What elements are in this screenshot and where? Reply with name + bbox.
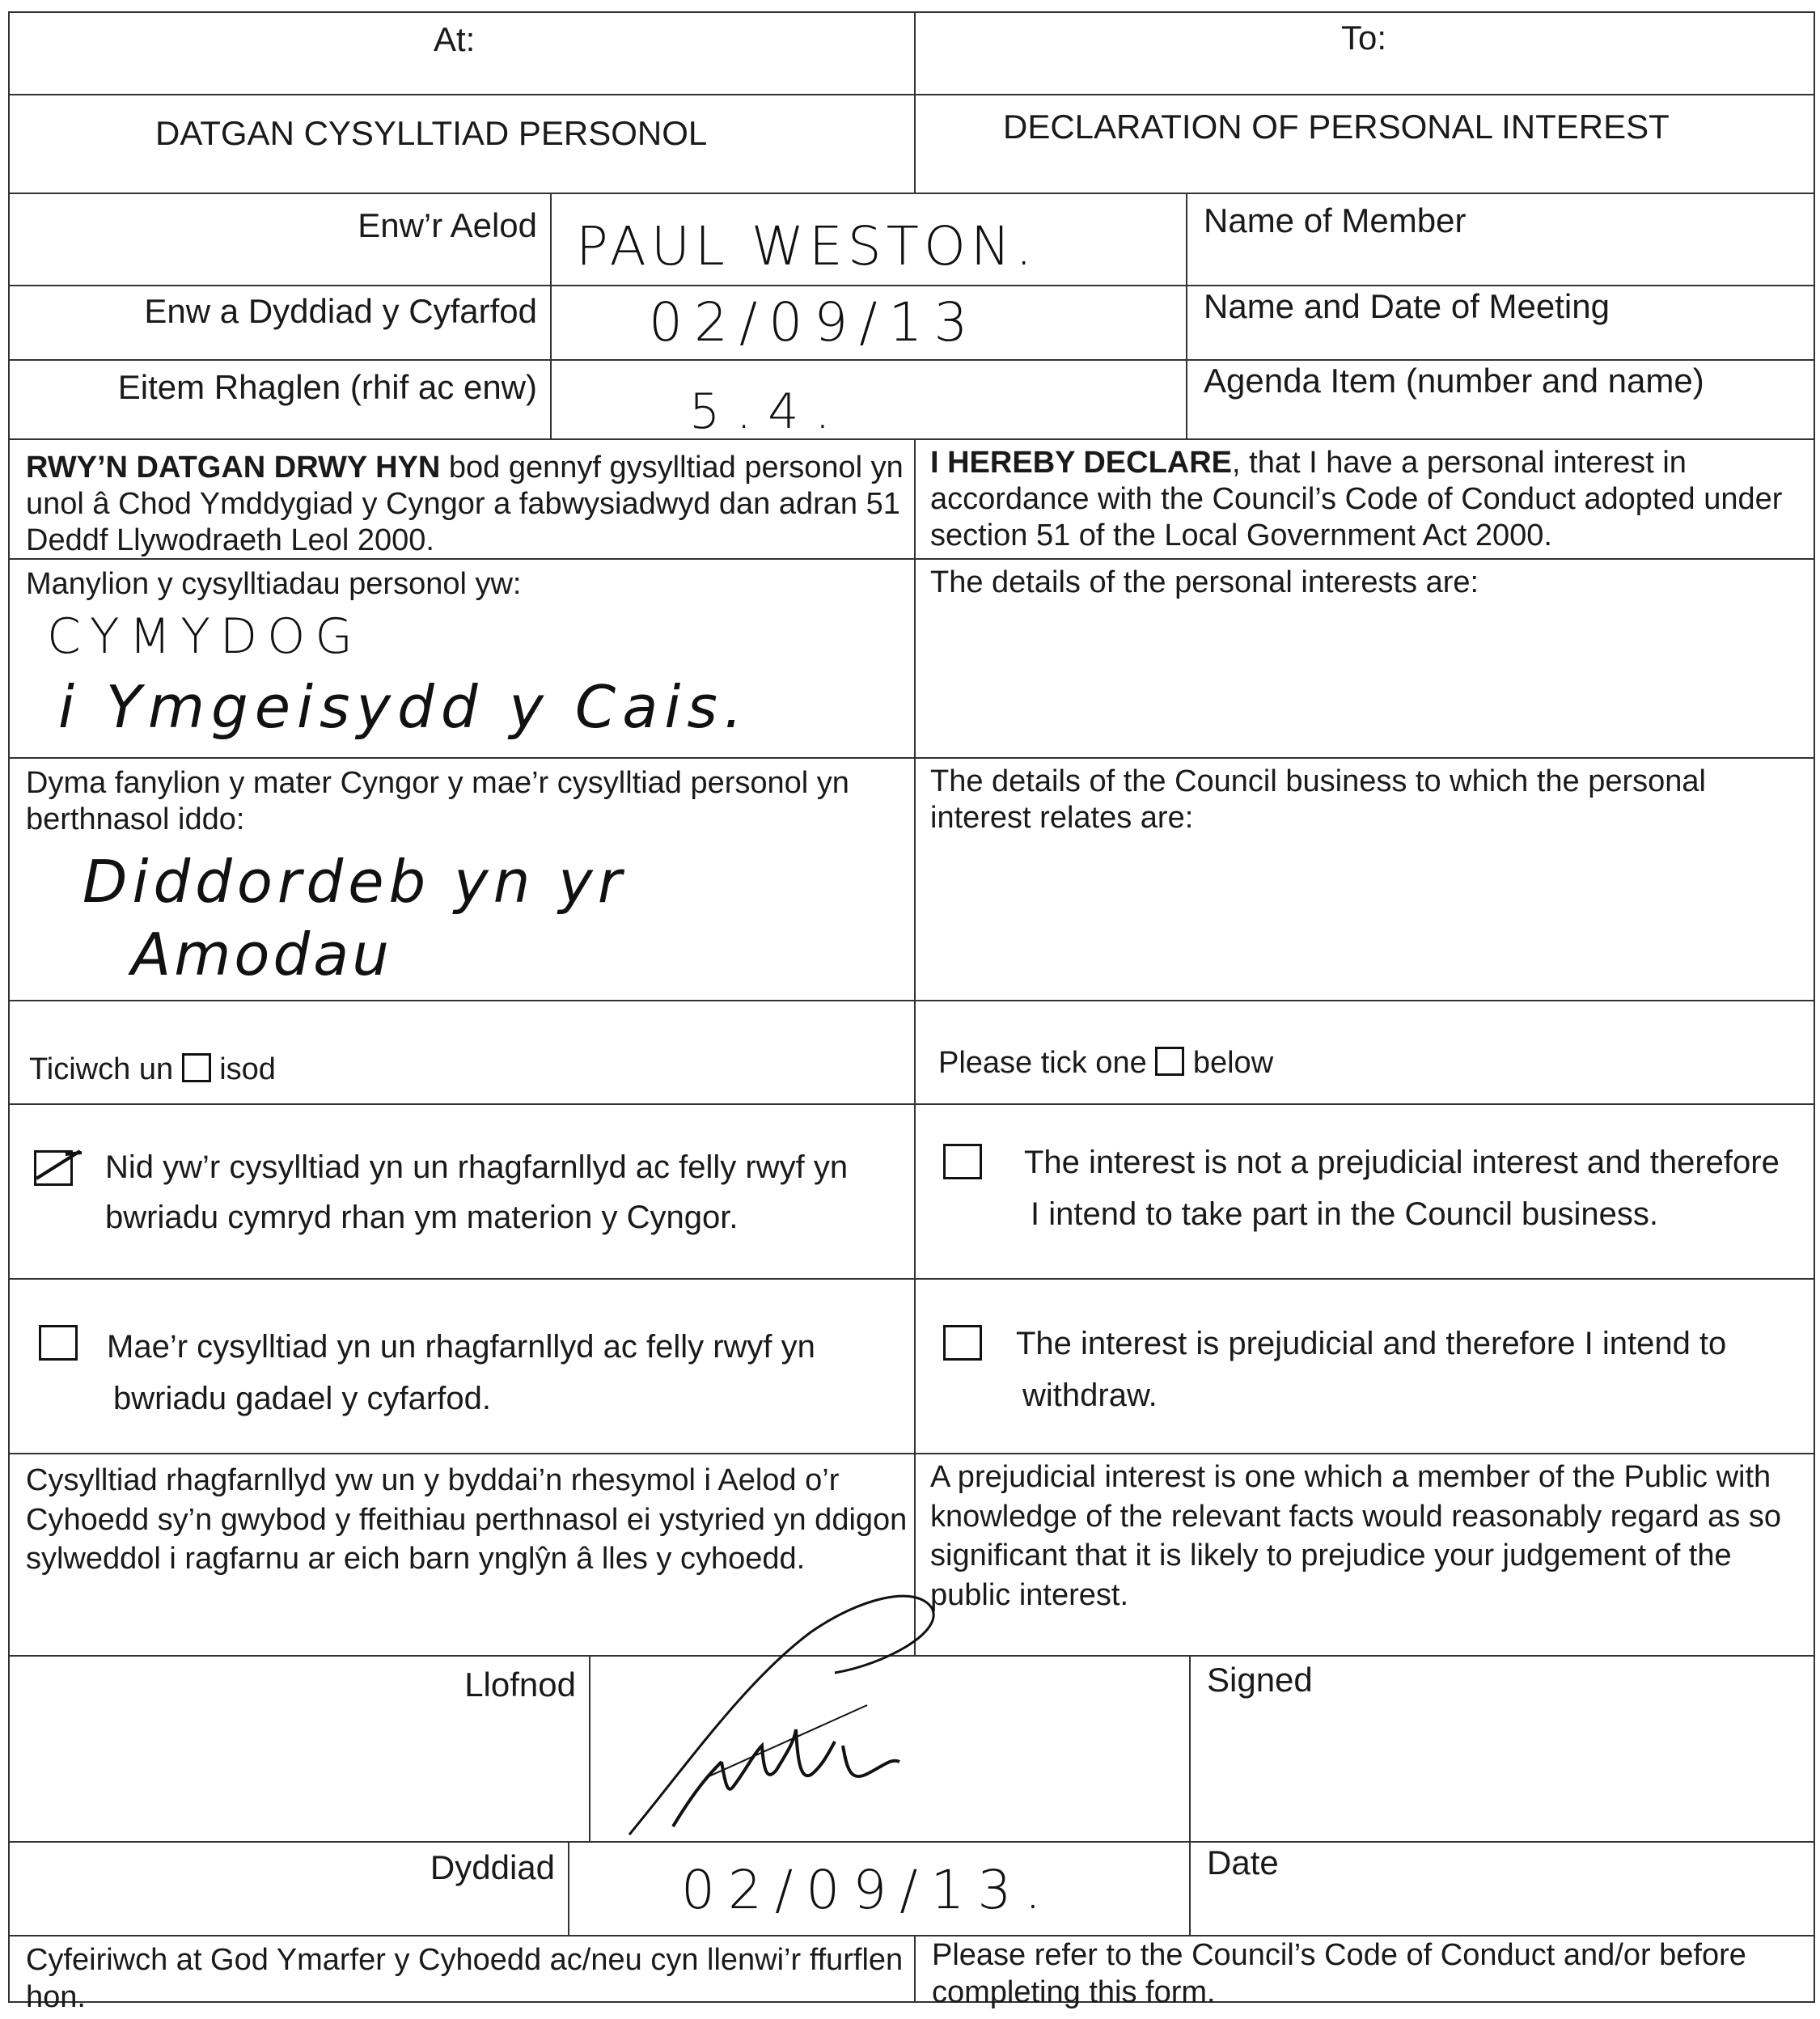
option1-welsh-line1: Nid yw’r cysylltiad yn un rhagfarnllyd ac felly rwyf yn: [105, 1149, 849, 1185]
signed-label-welsh: Llofnod: [464, 1666, 576, 1704]
tick-instruction-welsh-before: Ticiwch un: [29, 1052, 174, 1086]
date-handwritten: 02/09/13.: [681, 1859, 1055, 1921]
interest-details-row: [8, 558, 1815, 759]
date-label-welsh: Dyddiad: [430, 1848, 555, 1886]
tick-instruction-welsh: [29, 1052, 276, 1088]
declaration-welsh: [26, 450, 909, 558]
tick-instruction-english: [938, 1045, 1273, 1081]
tick-instruction-english-before: Please tick one: [938, 1046, 1147, 1080]
option1-english-line1: The interest is not a prejudicial interest and therefore: [1024, 1145, 1780, 1180]
tick-instruction-english-after: below: [1192, 1046, 1274, 1080]
tick-instruction-welsh-after: isod: [219, 1052, 276, 1086]
agenda-label-english: Agenda Item (number and name): [1204, 362, 1704, 400]
interest-details-handwritten-line1: CYMYDOG: [47, 608, 362, 665]
council-business-handwritten-line1: Diddordeb yn yr: [83, 848, 627, 916]
declaration-english: [930, 445, 1804, 553]
prejudicial-definition-welsh: Cysylltiad rhagfarnllyd yw un y byddai’n rhesymol i Aelod o’r Cyhoedd sy’n gwybod y ffeithiau perthnasol ei ystyried yn ddigon sylweddol i ragfarnu ar eich barn ynglŷn â lles y cyhoedd.: [26, 1463, 908, 1577]
interest-details-label-english: The details of the personal interests are:: [930, 565, 1479, 599]
council-business-handwritten-line2: Amodau: [131, 921, 392, 988]
meeting-row: [8, 285, 1815, 361]
member-label-welsh: Enw’r Aelod: [358, 206, 537, 244]
option-not-prejudicial-row: [8, 1103, 1815, 1280]
checkmark-icon: [33, 1146, 85, 1185]
council-business-label-welsh: Dyma fanylion y mater Cyngor y mae’r cysylltiad personol yn berthnasol iddo:: [26, 766, 849, 836]
agenda-row: [8, 359, 1815, 440]
meeting-date-handwritten: 02/09/13: [649, 291, 980, 353]
agenda-label-welsh: Eitem Rhaglen (rhif ac enw): [117, 368, 537, 406]
interest-details-label-welsh: Manylion y cysylltiadau personol yw:: [26, 567, 522, 601]
option2-welsh-line1: Mae’r cysylltiad yn un rhagfarnllyd ac felly rwyf yn: [107, 1329, 815, 1365]
agenda-item-handwritten: 5.4.: [689, 383, 847, 440]
prejudicial-definition-english: A prejudicial interest is one which a member of the Public with knowledge of the relevant facts would reasonably regard as so significant that it is likely to prejudice your judgement of the public interest.: [930, 1460, 1781, 1612]
declaration-form: [8, 11, 1815, 2015]
member-row: [8, 193, 1815, 286]
title-english: DECLARATION OF PERSONAL INTEREST: [1003, 108, 1670, 146]
option1-welsh-line2: bwriadu cymryd rhan ym materion y Cyngor.: [105, 1200, 739, 1235]
option-prejudicial-row: [8, 1278, 1815, 1454]
english-checkbox-prejudicial[interactable]: [943, 1325, 982, 1361]
council-business-label-english: The details of the Council business to which the personal interest relates are:: [930, 764, 1706, 835]
at-label: At:: [434, 20, 476, 58]
to-label: To:: [1341, 19, 1387, 57]
meeting-label-welsh: Enw a Dyddiad y Cyfarfod: [144, 292, 537, 330]
declaration-welsh-bold: RWY’N DATGAN DRWY HYN: [26, 451, 441, 485]
welsh-checkbox-prejudicial[interactable]: [39, 1325, 78, 1361]
checkbox-sample-icon: [182, 1053, 211, 1082]
declaration-row: [8, 438, 1815, 560]
declaration-english-bold: I HEREBY DECLARE: [930, 446, 1233, 480]
checkbox-sample-icon: [1155, 1047, 1184, 1076]
signature-image: [624, 1584, 964, 1843]
council-business-row: [8, 757, 1815, 1001]
meeting-label-english: Name and Date of Meeting: [1204, 287, 1610, 325]
english-checkbox-not-prejudicial[interactable]: [943, 1144, 982, 1179]
signed-label-english: Signed: [1207, 1661, 1313, 1699]
title-row: [8, 94, 1815, 194]
member-label-english: Name of Member: [1204, 201, 1467, 239]
date-row: [8, 1841, 1815, 1936]
option2-welsh-line2: bwriadu gadael y cyfarfod.: [113, 1381, 491, 1416]
title-welsh: DATGAN CYSYLLTIAD PERSONOL: [155, 114, 708, 152]
member-name-handwritten: PAUL WESTON.: [576, 215, 1038, 277]
footer-english: Please refer to the Council’s Code of Conduct and/or before completing this form.: [932, 1938, 1746, 2010]
tick-instruction-row: [8, 1000, 1815, 1105]
at-to-row: [8, 11, 1815, 95]
declaration-welsh-text: bod gennyf gysylltiad personol yn unol â Chod Ymddygiad y Cyngor a fabwysiadwyd dan adran 51 Deddf Llywodraeth Leol 2000.: [26, 451, 904, 557]
option2-english-line1: The interest is prejudicial and therefore I intend to: [1016, 1326, 1727, 1361]
interest-details-handwritten-line2: i Ymgeisydd y Cais.: [58, 673, 749, 741]
welsh-checkbox-not-prejudicial[interactable]: [34, 1150, 73, 1186]
option2-english-line2: withdraw.: [1022, 1378, 1158, 1413]
date-label-english: Date: [1207, 1843, 1279, 1881]
signature-row: [8, 1655, 1815, 1843]
footer-row: [8, 1935, 1815, 2015]
declaration-english-text: , that I have a personal interest in accordance with the Council’s Code of Conduct adopted under section 51 of the Local Government Act 2000.: [930, 446, 1783, 552]
footer-welsh: Cyfeiriwch at God Ymarfer y Cyhoedd ac/neu cyn llenwi’r ffurflen hon.: [26, 1943, 904, 2015]
option1-english-line2: I intend to take part in the Council business.: [1031, 1196, 1659, 1232]
